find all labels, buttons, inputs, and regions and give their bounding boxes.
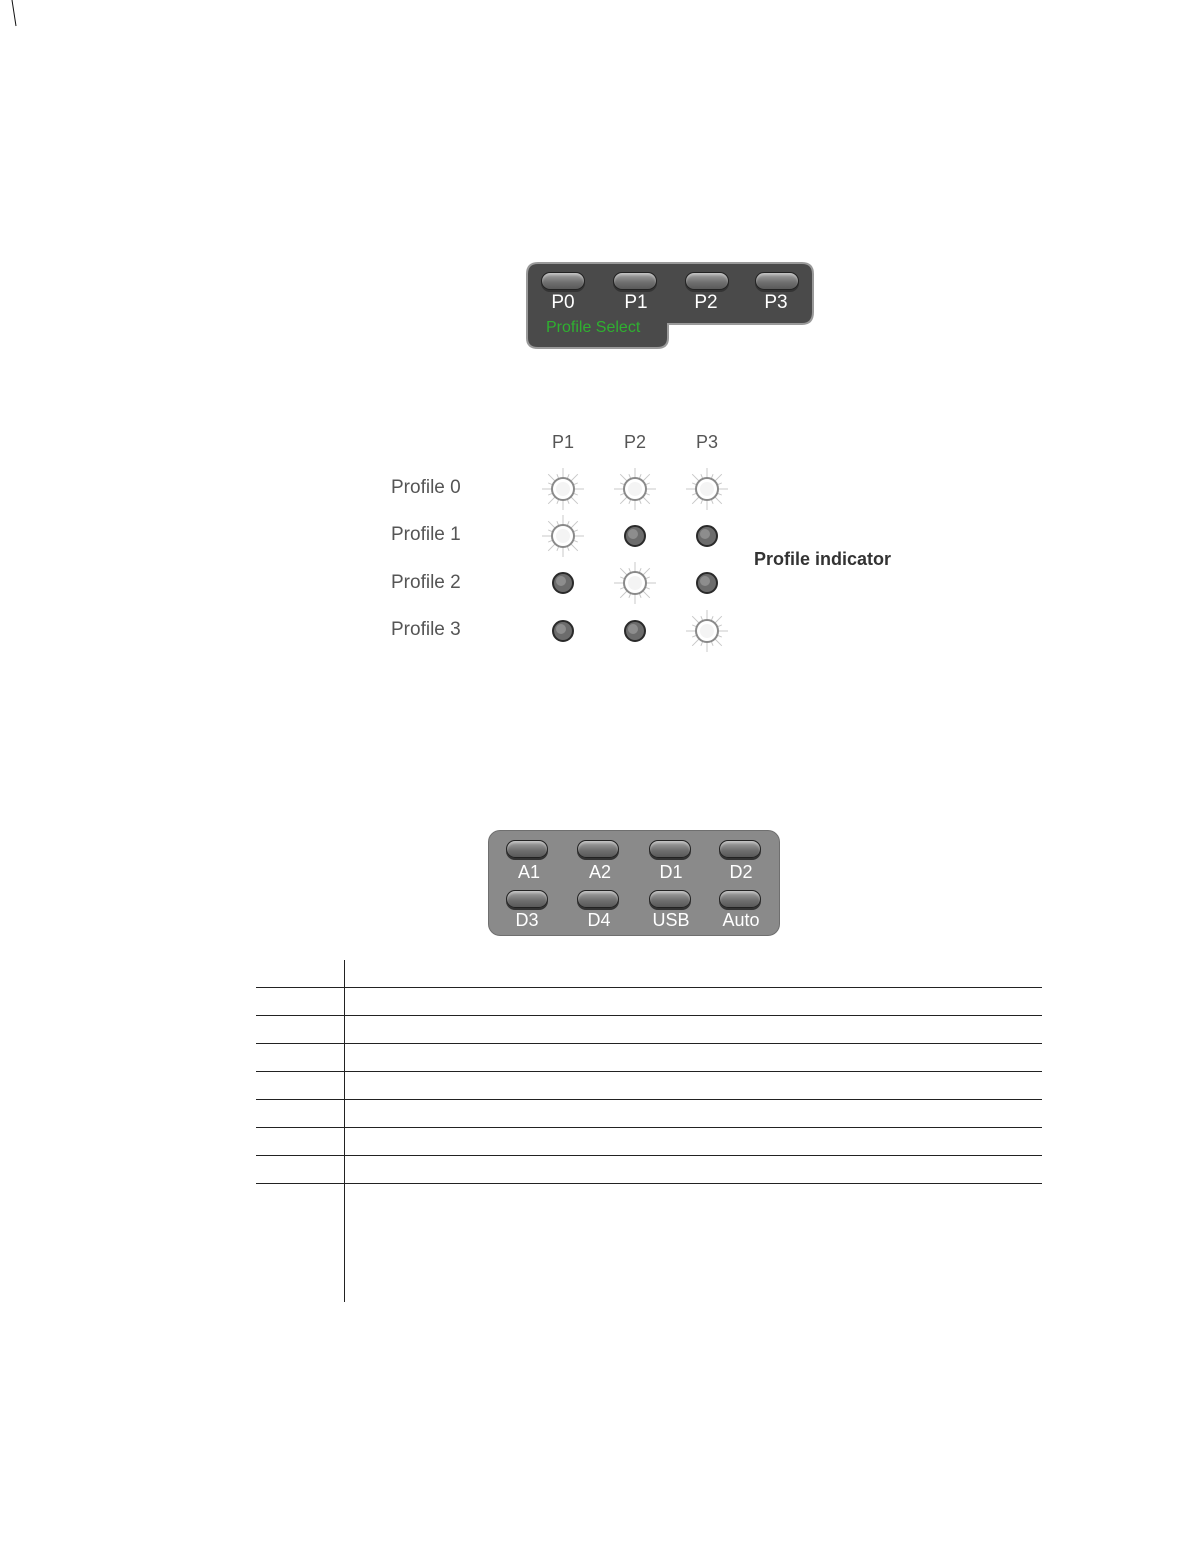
input-button-label: Auto <box>722 910 760 930</box>
input-button-label: D1 <box>659 862 683 882</box>
input-button-label: A1 <box>517 862 541 882</box>
input-button-label: D4 <box>587 910 611 930</box>
profile-button-label: P0 <box>551 292 575 313</box>
input-button-label: USB <box>652 910 690 930</box>
column-header-p2: P2 <box>623 432 647 452</box>
profile-button-label: P2 <box>694 292 718 313</box>
input-button-label: A2 <box>588 862 612 882</box>
row-label-profile-3: Profile 3 <box>391 619 461 640</box>
column-header-p1: P1 <box>551 432 575 452</box>
profile-button-label: P3 <box>764 292 788 313</box>
input-button-label: D3 <box>515 910 539 930</box>
profile-select-caption: Profile Select <box>546 319 641 336</box>
input-button-label: D2 <box>729 862 753 882</box>
profile-indicator-label: Profile indicator <box>754 549 892 569</box>
row-label-profile-2: Profile 2 <box>391 572 461 593</box>
column-header-p3: P3 <box>695 432 719 452</box>
row-label-profile-0: Profile 0 <box>391 477 461 498</box>
profile-button-label: P1 <box>624 292 648 313</box>
row-label-profile-1: Profile 1 <box>391 524 461 545</box>
